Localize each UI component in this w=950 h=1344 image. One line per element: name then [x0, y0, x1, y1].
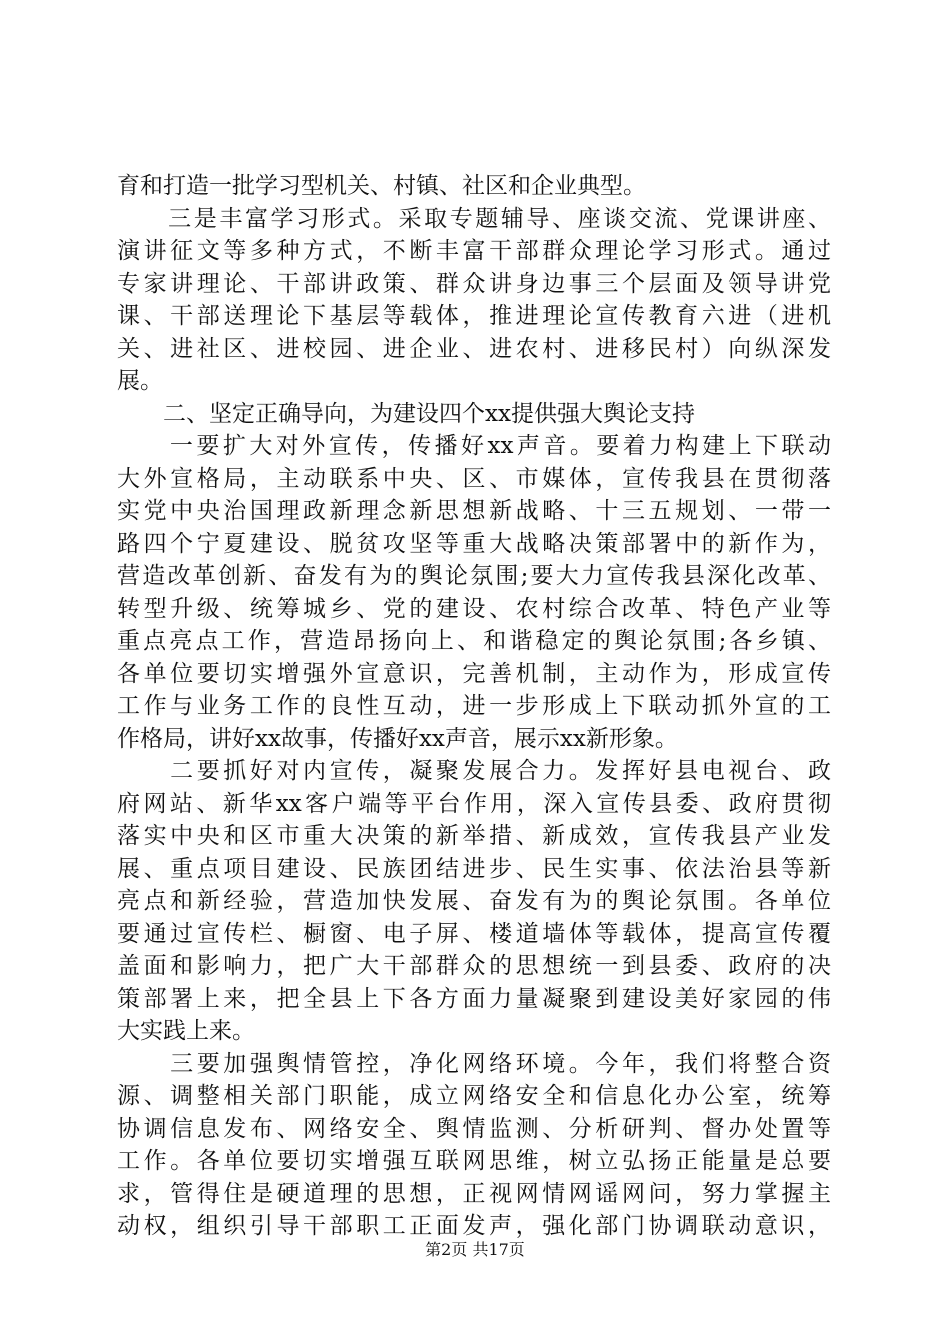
text-line: 作格局，讲好xx故事，传播好xx声音，展示xx新形象。	[117, 725, 678, 752]
text-line: 三要加强舆情管控，净化网络环境。今年，我们将整合资	[117, 1050, 831, 1077]
text-line: 展、重点项目建设、民族团结进步、民生实事、依法治县等新	[117, 855, 831, 882]
text-line: 实党中央治国理政新理念新思想新战略、十三五规划、一带一	[117, 498, 831, 524]
text-line: 三是丰富学习形式。采取专题辅导、座谈交流、党课讲座、	[117, 205, 831, 232]
text-line: 营造改革创新、奋发有为的舆论氛围;要大力宣传我县深化改革、	[117, 563, 831, 589]
text-line: 各单位要切实增强外宣意识，完善机制，主动作为，形成宣传	[117, 660, 831, 687]
text-line: 协调信息发布、网络安全、舆情监测、分析研判、督办处置等	[117, 1115, 831, 1142]
text-line: 亮点和新经验，营造加快发展、奋发有为的舆论氛围。各单位	[117, 888, 831, 914]
text-line: 工作。各单位要切实增强互联网思维，树立弘扬正能量是总要	[117, 1148, 831, 1174]
text-line: 重点亮点工作，营造昂扬向上、和谐稳定的舆论氛围;各乡镇、	[117, 628, 831, 654]
section-heading: 二、坚定正确导向，为建设四个xx提供强大舆论支持	[117, 400, 695, 427]
text-line: 大外宣格局，主动联系中央、区、市媒体，宣传我县在贯彻落	[117, 465, 831, 492]
text-line: 府网站、新华xx客户端等平台作用，深入宣传县委、政府贯彻	[117, 790, 831, 817]
text-line: 展。	[117, 368, 163, 394]
text-line: 转型升级、统筹城乡、党的建设、农村综合改革、特色产业等	[117, 595, 831, 622]
text-line: 求，管得住是硬道理的思想，正视网情网谣网问，努力掌握主	[117, 1180, 831, 1207]
text-line: 源、调整相关部门职能，成立网络安全和信息化办公室，统筹	[117, 1083, 831, 1109]
text-line: 路四个宁夏建设、脱贫攻坚等重大战略决策部署中的新作为，	[117, 530, 831, 557]
text-line: 要通过宣传栏、橱窗、电子屏、楼道墙体等载体，提高宣传覆	[117, 920, 831, 947]
text-line: 落实中央和区市重大决策的新举措、新成效，宣传我县产业发	[117, 823, 831, 849]
text-line: 工作与业务工作的良性互动，进一步形成上下联动抓外宣的工	[117, 693, 831, 719]
text-line: 关、进社区、进校园、进企业、进农村、进移民村）向纵深发	[117, 335, 831, 362]
page-footer: 第2页 共17页	[425, 1240, 525, 1259]
document-body	[117, 170, 831, 1243]
text-line: 策部署上来，把全县上下各方面力量凝聚到建设美好家园的伟	[117, 985, 831, 1012]
text-line: 课、干部送理论下基层等载体，推进理论宣传教育六进（进机	[117, 303, 831, 329]
text-line: 演讲征文等多种方式，不断丰富干部群众理论学习形式。通过	[117, 238, 831, 264]
text-line: 一要扩大对外宣传，传播好xx声音。要着力构建上下联动	[117, 433, 831, 459]
text-line: 专家讲理论、干部讲政策、群众讲身边事三个层面及领导讲党	[117, 270, 831, 297]
text-line: 二要抓好对内宣传，凝聚发展合力。发挥好县电视台、政	[117, 758, 831, 784]
text-line: 育和打造一批学习型机关、村镇、社区和企业典型。	[117, 173, 646, 199]
text-line: 动权，组织引导干部职工正面发声，强化部门协调联动意识，	[117, 1213, 831, 1239]
text-line: 盖面和影响力，把广大干部群众的思想统一到县委、政府的决	[117, 953, 831, 979]
text-line: 大实践上来。	[117, 1018, 255, 1044]
